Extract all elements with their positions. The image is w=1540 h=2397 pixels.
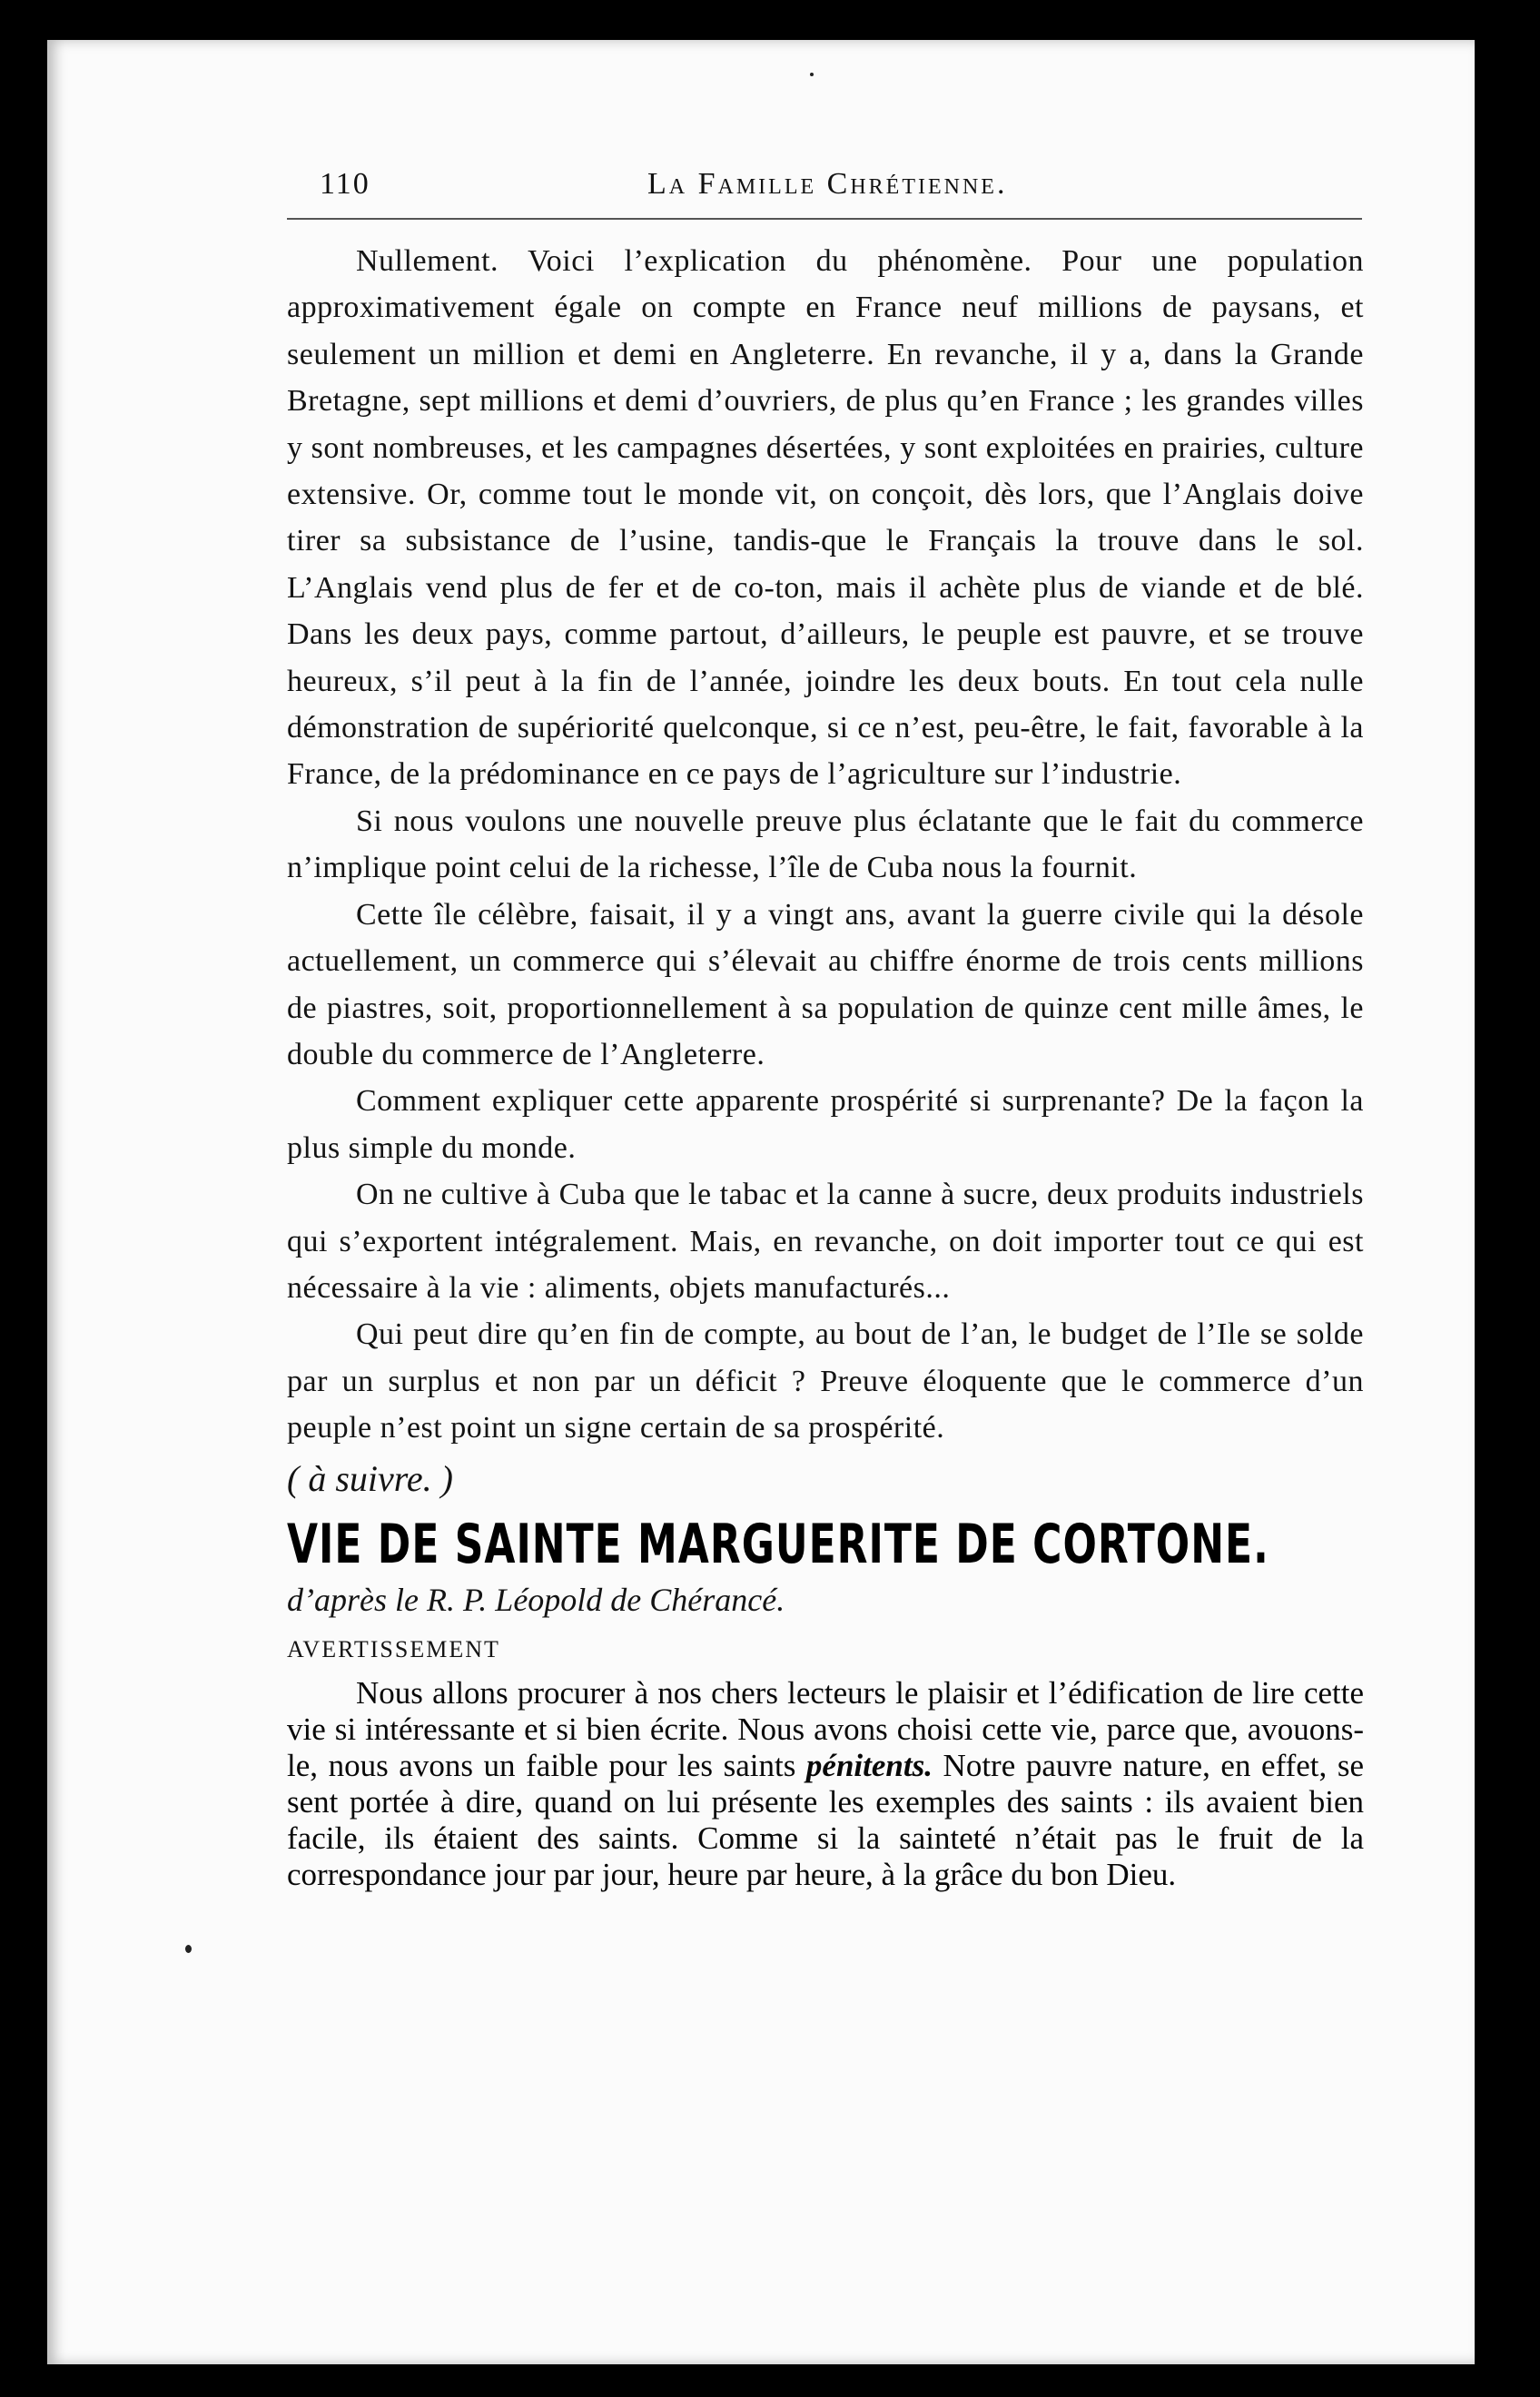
section-heading: AVERTISSEMENT [287,1635,500,1662]
running-header [316,162,1364,207]
running-title: La Famille Chrétienne. [647,167,1008,201]
paragraph: Qui peut dire qu’en fin de compte, au bout de l’an, le budget de l’Ile se solde par un surplus et non par un déficit ? Preuve éloquente que le commerce d’un peuple n’est point un signe certain de sa prospérité. [287,1317,1364,1445]
paragraph: On ne cultive à Cuba que le tabac et la canne à sucre, deux produits industriels qui s’exportent intégralement. Mais, en revanche, on doit importer tout ce qui est nécessaire à la vie : aliments, objets manufacturés... [287,1178,1364,1305]
emphasized-word: pénitents. [805,1747,933,1783]
section-title: VIE DE SAINTE MARGUERITE DE CORTONE. [287,1513,1269,1576]
header-rule [287,218,1362,220]
article-body [287,238,1364,1893]
ink-speck [185,1945,192,1953]
text-segment: Nous allons procurer à nos chers lecteurs le plaisir et l’édification de lire cette vie si intéressante et si bien écrite. Nous avons choisi cette vie, parce que, avouons-le, nous avons un faible pour les saints [287,1674,1364,1783]
paragraph: Comment expliquer cette apparente prospérité si surprenante? De la façon la plus simple du monde. [287,1084,1364,1165]
section-subtitle: d’après le R. P. Léopold de Chérancé. [287,1582,785,1619]
text-segment: Notre pauvre nature, en effet, se sent portée à dire, quand on lui présente les exemples des saints : ils avaient bien facile, ils étaient des saints. Comme si la sainteté n’était pas le fruit de la correspondance jour par jour, heure par heure, à la grâce du bon Dieu. [287,1747,1364,1892]
paragraph: Si nous voulons une nouvelle preuve plus éclatante que le fait du commerce n’implique point celui de la richesse, l’île de Cuba nous la fournit. [287,804,1364,885]
paragraph: Cette île célèbre, faisait, il y a vingt ans, avant la guerre civile qui la désole actuellement, un commerce qui s’élevait au chiffre énorme de trois cents millions de piastres, soit, proportionnellement à sa population de quinze cent mille âmes, le double du commerce de l’Angleterre. [287,897,1364,1071]
page-number: 110 [320,167,370,201]
to-be-continued: ( à suivre. ) [287,1457,453,1499]
avertissement-paragraph [287,1675,1364,1893]
ink-speck [810,73,814,76]
paragraph: Nullement. Voici l’explication du phénomène. Pour une population approximativement égale on compte en France neuf millions de paysans, et seulement un million et demi en Angleterre. En revanche, il y a, dans la Grande Bretagne, sept millions et demi d’ouvriers, de plus qu’en France ; les grandes villes y sont nombreuses, et les campagnes désertées, y sont exploitées en prairies, culture extensive. Or, comme tout le monde vit, on conçoit, dès lors, que l’Anglais doive tirer sa subsistance de l’usine, tandis-que le Français la trouve dans le sol. L’Anglais vend plus de fer et de co-ton, mais il achète plus de viande et de blé. Dans les deux pays, comme partout, d’ailleurs, le peuple est pauvre, et se trouve heureux, s’il peut à la fin de l’année, joindre les deux bouts. En tout cela nulle démonstration de supériorité quelconque, si ce n’est, peu-être, le fait, favorable à la France, de la prédominance en ce pays de l’agriculture sur l’industrie. [287,244,1364,792]
